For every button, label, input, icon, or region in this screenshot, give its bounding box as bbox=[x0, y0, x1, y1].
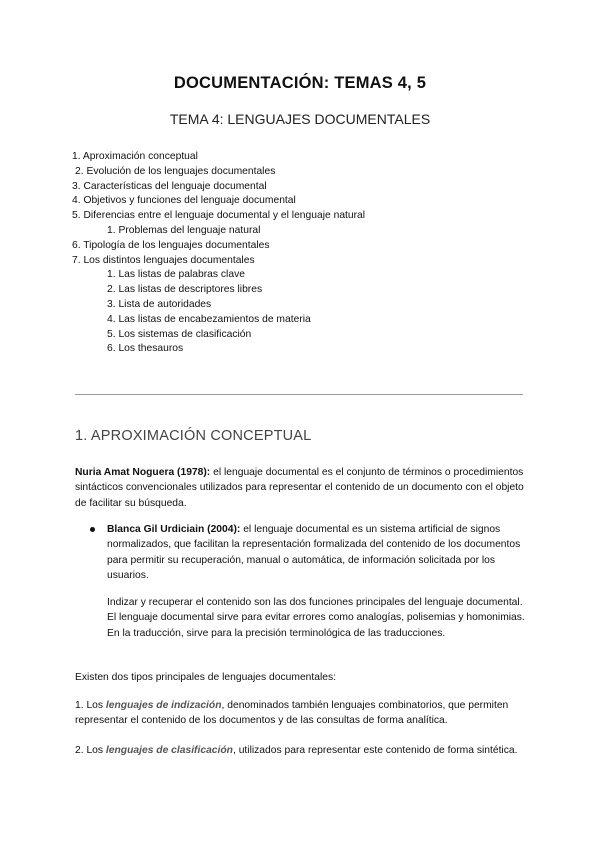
toc-item: 5. Diferencias entre el lenguaje documental y el lenguaje natural bbox=[72, 210, 366, 222]
toc-item: 3. Características del lenguaje documental bbox=[72, 180, 267, 192]
toc-item: 4. Objetivos y funciones del lenguaje documental bbox=[72, 195, 296, 207]
paragraph-text: el lenguaje documental es el conjunto de términos o procedimientos sintácticos convencionales utilizados para representar el contenido de un documento con el objeto de facilitar su búsqueda. bbox=[75, 467, 524, 509]
toc-subitem: 5. Los sistemas de clasificación bbox=[107, 328, 252, 340]
bullet-item bbox=[90, 522, 530, 641]
toc-subitem: 6. Los thesauros bbox=[107, 343, 184, 355]
item-prefix: 1. Los bbox=[75, 700, 106, 711]
paragraph-text: , utilizados para representar este contenido de forma sintética. bbox=[232, 745, 518, 756]
toc-item: 6. Tipología de los lenguajes documentales bbox=[72, 239, 270, 251]
toc-subitem: 1. Las listas de palabras clave bbox=[107, 269, 245, 281]
bullet-paragraph bbox=[107, 522, 530, 583]
toc-item: 7. Los distintos lenguajes documentales bbox=[72, 254, 255, 266]
paragraph-text: el lenguaje documental es un sistema artificial de signos normalizados, que facilitan la representación formalizada del contenido de los documentos para permitir su recuperación, manual o automática, de información solicitada por los usuarios. bbox=[107, 524, 521, 581]
toc-subitem: 4. Las listas de encabezamientos de materia bbox=[107, 313, 311, 325]
document-title: DOCUMENTACIÓN: TEMAS 4, 5 bbox=[173, 74, 427, 92]
toc-subitem: 3. Lista de autoridades bbox=[107, 298, 212, 310]
toc-subitem: 1. Problemas del lenguaje natural bbox=[107, 224, 261, 236]
types-intro: Existen dos tipos principales de lenguajes documentales: bbox=[75, 672, 337, 683]
type-item-indexing bbox=[75, 698, 525, 729]
term-highlight: lenguajes de clasificación bbox=[105, 745, 233, 756]
bullet-dot-icon bbox=[90, 527, 95, 532]
term-highlight: lenguajes de indización bbox=[105, 700, 222, 711]
item-prefix: 2. Los bbox=[75, 745, 106, 756]
toc-subitem: 2. Las listas de descriptores libres bbox=[107, 284, 263, 296]
bullet-paragraph-2: Indizar y recuperar el contenido son las dos funciones principales del lenguaje documental. El lenguaje documental sirve para evitar errores como analogías, polisemias y homonimias. En la traducción, sirve para la precisión terminológica de las traducciones. bbox=[107, 597, 525, 639]
type-item-classification bbox=[75, 743, 525, 758]
definition-paragraph bbox=[75, 465, 525, 511]
toc-item: 2. Evolución de los lenguajes documentales bbox=[75, 165, 276, 177]
section-heading: 1. APROXIMACIÓN CONCEPTUAL bbox=[75, 428, 312, 444]
table-of-contents bbox=[72, 150, 365, 357]
document-subtitle: TEMA 4: LENGUAJES DOCUMENTALES bbox=[169, 111, 431, 127]
paragraph-text: , denominados también lenguajes combinatorios, que permiten representar el contenido de los documentos y de las consultas de forma analítica. bbox=[75, 700, 509, 727]
author-citation: Nuria Amat Noguera (1978): bbox=[75, 467, 211, 478]
author-citation: Blanca Gil Urdiciain (2004): bbox=[107, 524, 241, 535]
section-divider bbox=[75, 394, 523, 395]
toc-item: 1. Aproximación conceptual bbox=[72, 151, 198, 162]
